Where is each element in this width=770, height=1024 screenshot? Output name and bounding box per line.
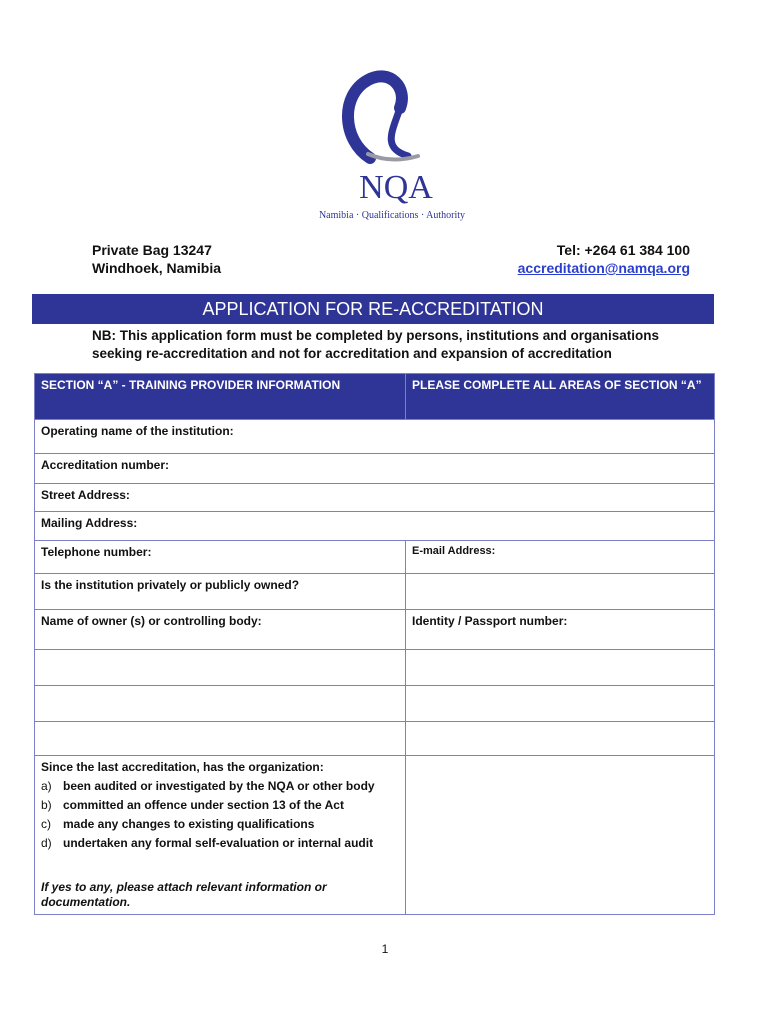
since-answer-field[interactable]	[406, 756, 715, 915]
accreditation-number-field[interactable]	[35, 454, 715, 484]
nb-note: NB: This application form must be completed by persons, institutions and organisations seeking re-accreditation and not for accreditation and expansion of accreditation	[92, 328, 660, 361]
email-label: E-mail Address:	[412, 545, 496, 557]
postal-address	[92, 241, 221, 277]
owner-name-label: Name of owner (s) or controlling body:	[41, 614, 262, 628]
identity-label: Identity / Passport number:	[412, 614, 568, 628]
page-number: 1	[381, 942, 389, 956]
owner-entry-1[interactable]	[35, 650, 406, 686]
email-field[interactable]	[406, 541, 715, 574]
contact-info	[518, 241, 690, 277]
telephone-label: Telephone number:	[41, 545, 152, 559]
list-item: b) committed an offence under section 13 of the Act	[41, 798, 344, 812]
street-address-field[interactable]	[35, 484, 715, 512]
form-title: APPLICATION FOR RE-ACCREDITATION	[32, 294, 714, 324]
identity-field[interactable]	[406, 610, 715, 650]
identity-entry-2[interactable]	[406, 686, 715, 722]
email-link[interactable]: accreditation@namqa.org	[517, 260, 690, 276]
mailing-address-label: Mailing Address:	[41, 516, 138, 530]
logo-text: NQA	[359, 169, 433, 206]
address-line-2: Windhoek, Namibia	[92, 260, 222, 276]
list-item: a) been audited or investigated by the NQA or other body	[41, 779, 375, 793]
operating-name-field[interactable]	[35, 420, 715, 454]
attach-note: If yes to any, please attach relevant information or documentation.	[41, 880, 327, 909]
owner-entry-3[interactable]	[35, 722, 406, 756]
ownership-field[interactable]	[35, 574, 406, 610]
since-accreditation-cell	[35, 756, 406, 915]
ownership-label: Is the institution privately or publicly owned?	[41, 578, 300, 592]
list-item: c) made any changes to existing qualifications	[41, 817, 315, 831]
telephone-text: Tel: +264 61 384 100	[556, 242, 690, 258]
operating-name-label: Operating name of the institution:	[41, 424, 234, 438]
mailing-address-field[interactable]	[35, 512, 715, 541]
address-line-1: Private Bag 13247	[92, 242, 212, 258]
ownership-answer-field[interactable]	[406, 574, 715, 610]
telephone-field[interactable]	[35, 541, 406, 574]
since-question: Since the last accreditation, has the organization:	[41, 760, 324, 774]
owner-name-field[interactable]	[35, 610, 406, 650]
identity-entry-1[interactable]	[406, 650, 715, 686]
street-address-label: Street Address:	[41, 488, 130, 502]
section-a-instruction: PLEASE COMPLETE ALL AREAS OF SECTION “A”	[406, 374, 715, 420]
identity-entry-3[interactable]	[406, 722, 715, 756]
logo-subtitle: Namibia · Qualifications · Authority	[318, 210, 466, 221]
accreditation-number-label: Accreditation number:	[41, 458, 170, 472]
owner-entry-2[interactable]	[35, 686, 406, 722]
list-item: d) undertaken any formal self-evaluation or internal audit	[41, 836, 374, 850]
nqa-logo	[300, 70, 490, 225]
section-a-table	[34, 373, 715, 915]
section-a-header: SECTION “A” - TRAINING PROVIDER INFORMATION	[35, 374, 406, 420]
